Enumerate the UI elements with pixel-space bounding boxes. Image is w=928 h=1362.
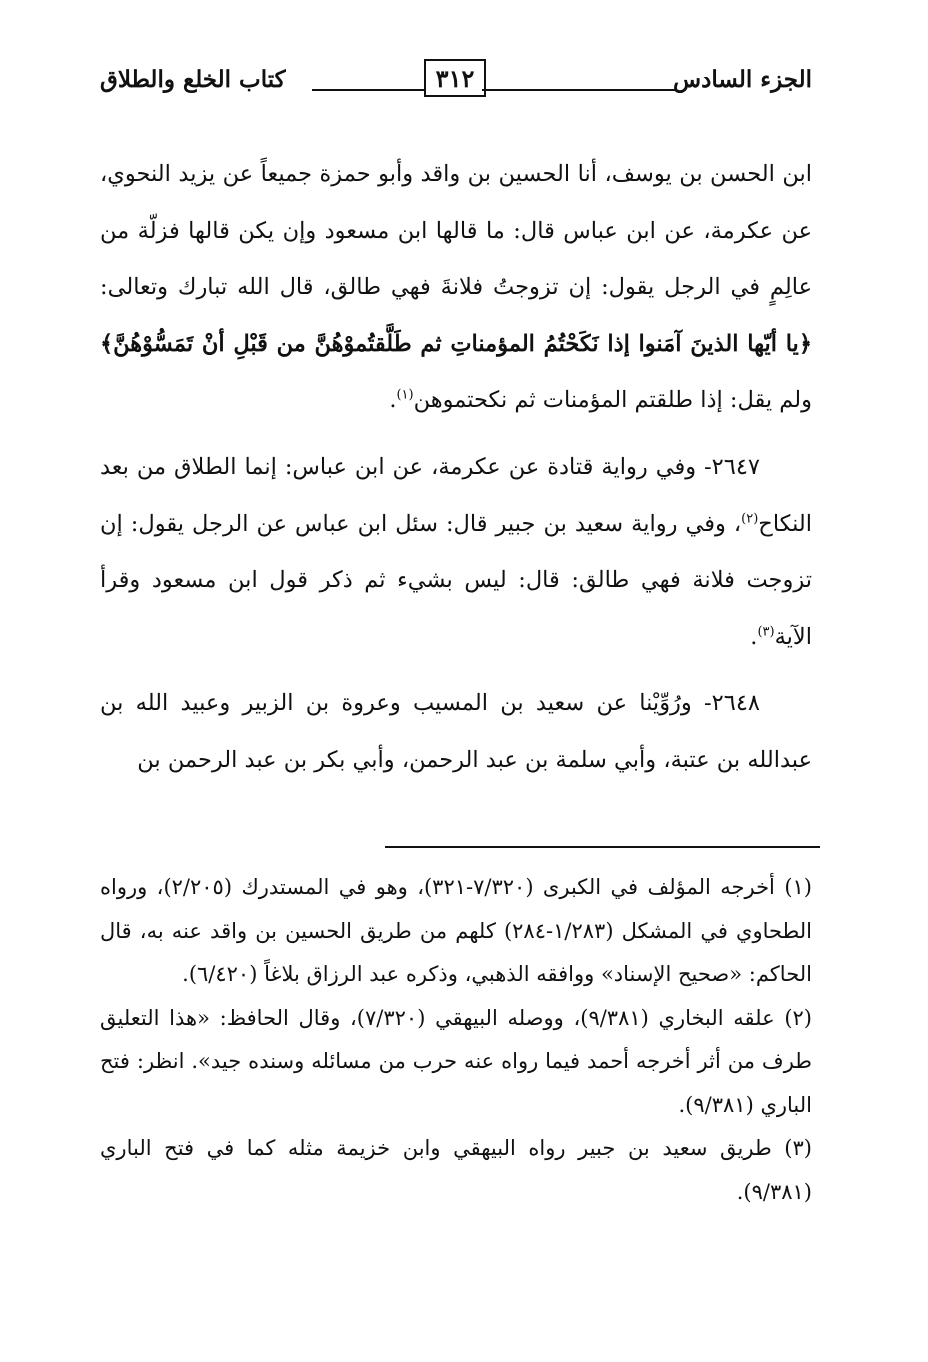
paragraph-1-text-after: ولم يقل: إذا طلقتم المؤمنات ثم نكحتموهن: [413, 387, 812, 414]
main-text: [100, 146, 812, 789]
page-number-box: [424, 59, 486, 97]
paragraph-2647-text-2: ، وفي رواية سعيد بن جبير قال: سئل ابن عباس عن الرجل يقول: إن تزوجت فلانة فهي طالق: قال: ليس بشيء ثم ذكر قول ابن مسعود وقرأ الآية: [100, 510, 812, 650]
footnote-1: [100, 866, 812, 997]
footnote-ref-1: (١): [396, 387, 414, 403]
page-header: [100, 56, 812, 106]
footnote-ref-3: (٣): [757, 624, 775, 640]
footnotes: [100, 866, 812, 1214]
footnote-3-text: طريق سعيد بن جبير رواه البيهقي وابن خزيمة مثله كما في فتح الباري (٩/٣٨١).: [100, 1136, 812, 1204]
paragraph-2647: [100, 439, 812, 665]
page-number: ٣١٢: [435, 63, 475, 93]
chapter-title: كتاب الخلع والطلاق: [100, 66, 286, 93]
footnote-3: [100, 1127, 812, 1214]
footnote-1-marker: (١): [784, 875, 812, 899]
paragraph-1-text: ابن الحسن بن يوسف، أنا الحسين بن واقد وأبو حمزة جميعاً عن يزيد النحوي، عن عكرمة، عن ابن عباس قال: ما قالها ابن مسعود وإن يكن قالها فزلّة من عالِمٍ في الرجل يقول: إن تزوجتُ فلانةَ فهي طالق، قال الله تبارك وتعالى:: [100, 161, 812, 301]
paragraph-1: [100, 146, 812, 429]
quran-verse: ﴿يا أيّها الذينَ آمَنوا إذا نَكَحْتُمُ المؤمناتِ ثم طَلَّقتُموْهُنَّ من قَبْلِ أنْ تَمَسُّوْهُنَّ﴾: [100, 330, 812, 357]
footnote-ref-2: (٢): [741, 511, 759, 527]
header-rule-left: [312, 89, 424, 91]
footnote-separator: [385, 846, 820, 848]
paragraph-1-end: .: [389, 387, 397, 414]
footnote-3-marker: (٣): [784, 1136, 812, 1160]
footnote-2: [100, 997, 812, 1128]
footnote-1-text: أخرجه المؤلف في الكبرى (٧/٣٢٠-٣٢١)، وهو في المستدرك (٢/٢٠٥)، ورواه الطحاوي في المشكل (١/٢٨٣-٢٨٤) كلهم من طريق الحسين بن واقد عنه به، قال الحاكم: «صحيح الإسناد» ووافقه الذهبي، وذكره عبد الرزاق بلاغاً (٦/٤٢٠).: [100, 875, 812, 986]
paragraph-2647-end: .: [750, 623, 758, 650]
volume-title: الجزء السادس: [673, 66, 812, 93]
footnote-2-marker: (٢): [784, 1005, 812, 1030]
paragraph-2648: [100, 675, 812, 788]
paragraph-2647-text-1: ٢٦٤٧- وفي رواية قتادة عن عكرمة، عن ابن عباس: إنما الطلاق من بعد النكاح: [100, 453, 812, 537]
header-rule-right: [482, 89, 677, 91]
footnote-2-text: علقه البخاري (٩/٣٨١)، ووصله البيهقي (٧/٣٢٠)، وقال الحافظ: «هذا التعليق طرف من أثر أخرجه أحمد فيما رواه عنه حرب من مسائله وسنده جيد». انظر: فتح الباري (٩/٣٨١).: [100, 1005, 812, 1117]
paragraph-2648-text: ٢٦٤٨- ورُوِّيْنا عن سعيد بن المسيب وعروة بن الزبير وعبيد الله بن عبدالله بن عتبة، وأبي سلمة بن عبد الرحمن، وأبي بكر بن عبد الرحمن بن: [100, 690, 812, 773]
